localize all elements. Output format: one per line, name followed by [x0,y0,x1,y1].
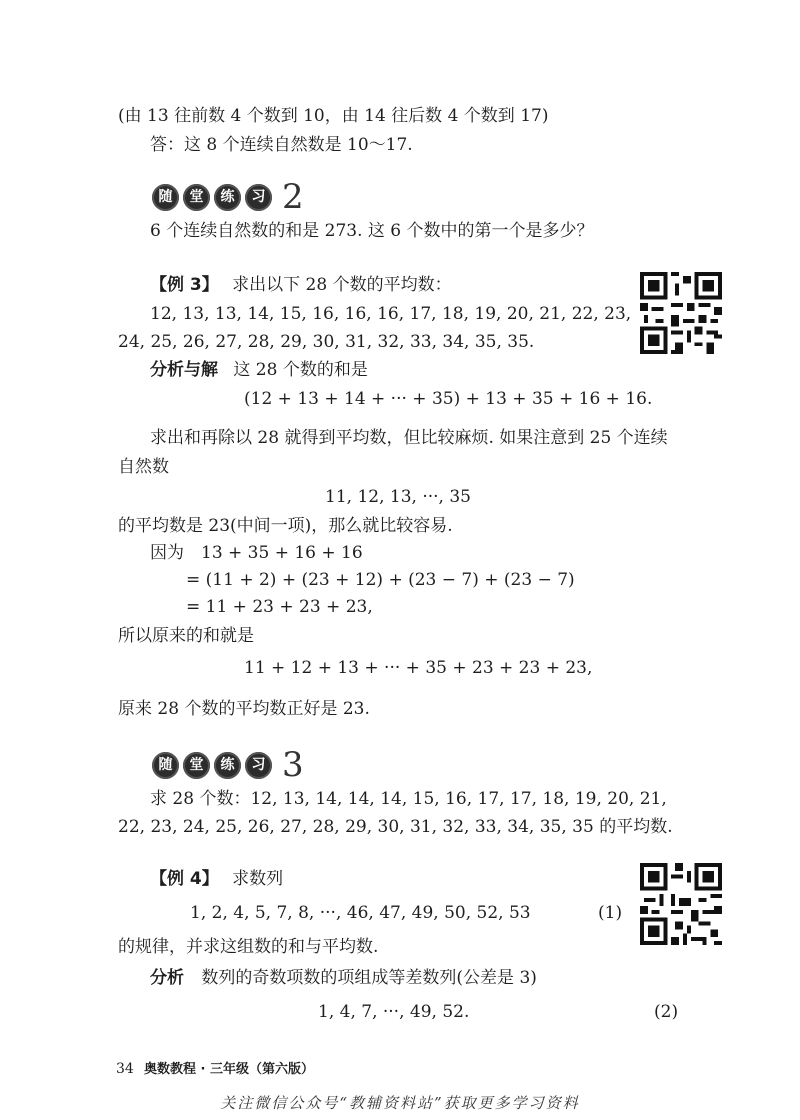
book-title: 奥数教程 · 三年级（第六版） [143,1062,314,1077]
practice-char: 随 [152,184,179,211]
formula-line: 11 + 12 + 13 + ··· + 35 + 23 + 23 + 23, [244,658,593,678]
page-footer [116,1058,314,1077]
text-line: 的平均数是 23(中间一项)，那么就比较容易. [118,516,453,536]
practice-number: 2 [282,177,304,217]
formula-line: 11, 12, 13, ···, 35 [325,487,471,507]
example-question: 求出以下 28 个数的平均数： [232,275,452,295]
practice-char: 堂 [183,752,210,779]
page-number: 34 [116,1061,134,1077]
example-tag: 【例 3】 [150,275,219,295]
text-line: 所以原来的和就是 [118,626,254,646]
text-line: 自然数 [118,457,169,477]
practice-question: 6 个连续自然数的和是 273. 这 6 个数中的第一个是多少？ [150,221,594,241]
text-line: (由 13 往前数 4 个数到 10，由 14 往后数 4 个数到 17) [118,106,549,126]
analysis-tag: 分析与解 [150,360,218,380]
practice-question: 求 28 个数：12, 13, 14, 14, 14, 15, 16, 17, 17, 18, 19, 20, 21, [150,789,667,809]
number-list-line: 12, 13, 13, 14, 15, 16, 16, 16, 17, 18, 19, 20, 21, 22, 23, [150,304,632,324]
formula-line: = (11 + 2) + (23 + 12) + (23 − 7) + (23 − 7) [186,570,575,590]
qr-code-icon[interactable] [640,863,722,945]
formula-line: = 11 + 23 + 23 + 23, [186,597,373,617]
practice-char: 随 [152,752,179,779]
practice-char: 习 [245,752,272,779]
analysis-tag: 分析 [150,968,184,988]
analysis-text: 这 28 个数的和是 [233,360,368,380]
example-3-title [150,273,452,297]
practice-heading-3 [152,745,304,785]
analysis-line [150,966,537,990]
formula-line: (12 + 13 + 14 + ··· + 35) + 13 + 35 + 16 + 16. [244,389,653,409]
example-tag: 【例 4】 [150,869,219,889]
formula-line: 1, 2, 4, 5, 7, 8, ···, 46, 47, 49, 50, 52, 53 [190,903,531,923]
practice-question: 22, 23, 24, 25, 26, 27, 28, 29, 30, 31, 32, 33, 34, 35, 35 的平均数. [118,817,673,837]
practice-char: 练 [214,184,241,211]
example-4-title [150,867,283,891]
text-line: 原来 28 个数的平均数正好是 23. [118,699,370,719]
practice-char: 练 [214,752,241,779]
number-list-line: 24, 25, 26, 27, 28, 29, 30, 31, 32, 33, 34, 35, 35. [118,332,535,352]
answer-line: 答：这 8 个连续自然数是 10～17. [150,135,413,155]
equation-number: (2) [654,1002,679,1022]
practice-number: 3 [282,745,304,785]
watermark-text: 关注微信公众号“教辅资料站”获取更多学习资料 [220,1094,580,1112]
text-line: 求出和再除以 28 就得到平均数，但比较麻烦. 如果注意到 25 个连续 [150,428,668,448]
text-line: 的规律，并求这组数的和与平均数. [118,937,379,957]
equation-number: (1) [598,903,623,923]
qr-code-icon[interactable] [640,272,722,354]
practice-heading-2 [152,177,304,217]
formula-line: 因为 13 + 35 + 16 + 16 [150,543,363,563]
practice-char: 堂 [183,184,210,211]
example-question: 求数列 [232,869,284,889]
analysis-line [150,358,368,382]
analysis-text: 数列的奇数项数的项组成等差数列(公差是 3) [201,968,537,988]
formula-line: 1, 4, 7, ···, 49, 52. [318,1002,470,1022]
practice-char: 习 [245,184,272,211]
